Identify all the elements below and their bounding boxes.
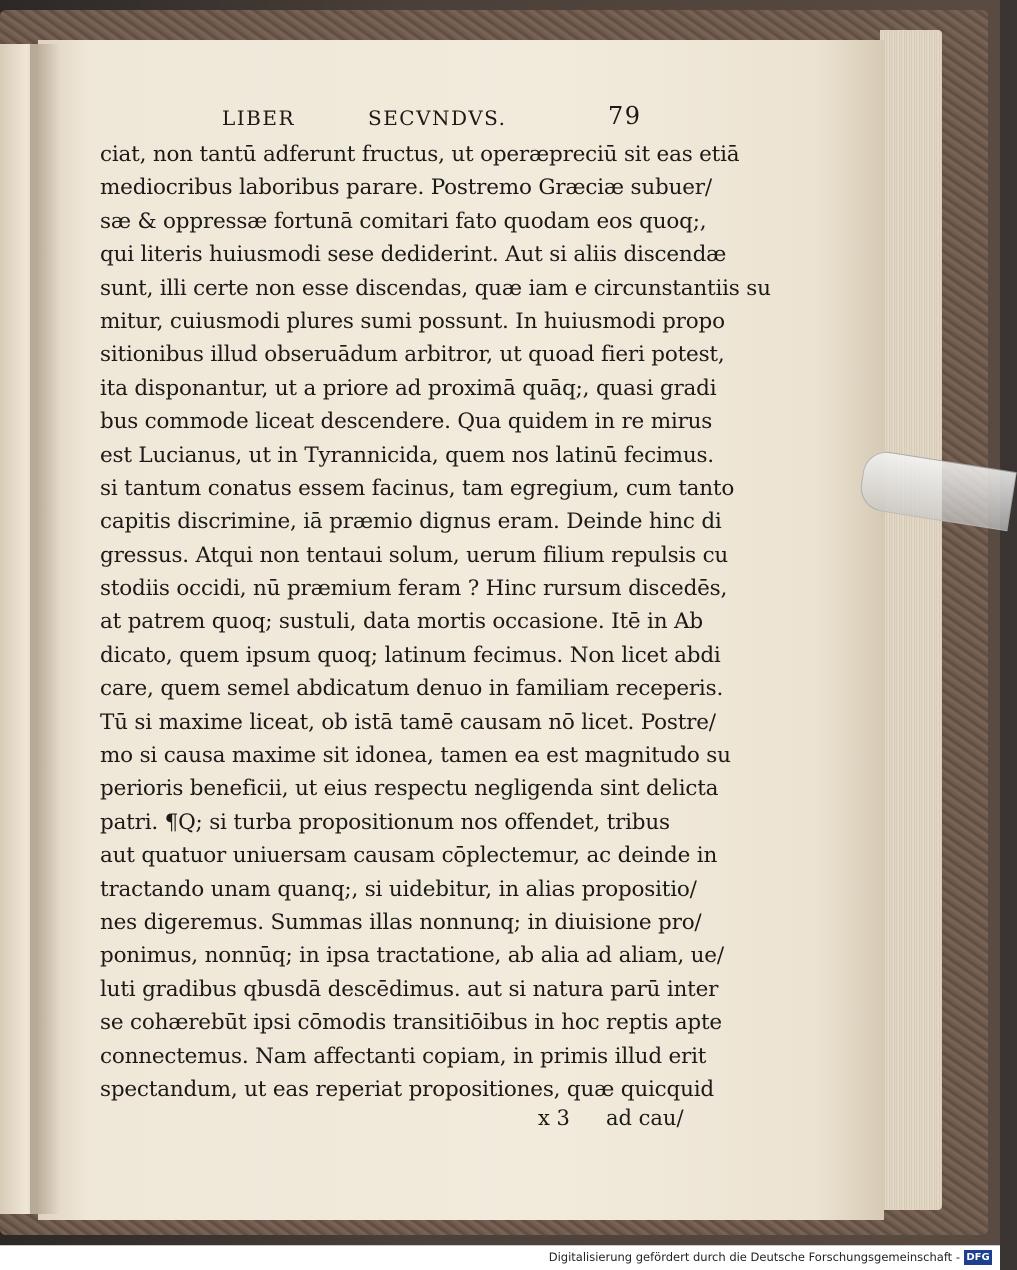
text-line: mitur, cuiusmodi plures sumi possunt. In huiusmodi propo: [100, 308, 725, 334]
running-head-left: LIBER: [222, 106, 296, 130]
text-line: sæ & oppressæ fortunā comitari fato quodam eos quoq;,: [100, 208, 707, 234]
text-line: dicato, quem ipsum quoq; latinum fecimus. Non licet abdi: [100, 642, 721, 668]
text-line: gressus. Atqui non tentaui solum, uerum filium repulsis cu: [100, 542, 729, 568]
text-line: qui literis huiusmodi sese dediderint. Aut si aliis discendæ: [100, 242, 727, 268]
text-line: nes digeremus. Summas illas nonnunq; in diuisione pro/: [100, 909, 702, 935]
text-line: stodiis occidi, nū præmium feram ? Hinc rursum discedēs,: [100, 576, 728, 602]
body-text: [100, 138, 771, 1106]
signature-line: [100, 1106, 692, 1136]
text-line: luti gradibus qbusdā descēdimus. aut si natura parū inter: [100, 976, 719, 1002]
text-line: aut quatuor uniuersam causam cōplectemur, ac deinde in: [100, 843, 718, 869]
page-fore-edge: [880, 30, 942, 1210]
text-line: capitis discrimine, iā præmio dignus eram. Deinde hinc di: [100, 509, 722, 535]
text-line: tractando unam quanq;, si uidebitur, in alias propositio/: [100, 876, 697, 902]
text-line: spectandum, ut eas reperiat propositiones, quæ quicquid: [100, 1076, 714, 1102]
text-line: ponimus, nonnūq; in ipsa tractatione, ab alia ad aliam, ue/: [100, 943, 724, 969]
text-line: sunt, illi certe non esse discendas, quæ iam e circunstantiis su: [100, 275, 771, 301]
footer-credit: Digitalisierung gefördert durch die Deutsche Forschungsgemeinschaft -: [548, 1250, 960, 1264]
text-line: ita disponantur, ut a priore ad proximā quāq;, quasi gradi: [100, 375, 717, 401]
dfg-logo: DFG: [964, 1250, 992, 1265]
page-text-block: [100, 102, 771, 1136]
signature-mark: x 3: [538, 1106, 570, 1131]
text-line: bus commode liceat descendere. Qua quidem in re mirus: [100, 409, 713, 435]
text-line: se cohærebūt ipsi cōmodis transitiōibus in hoc reptis apte: [100, 1010, 722, 1036]
running-head: [100, 102, 692, 138]
text-line: ciat, non tantū adferunt fructus, ut operæpreciū sit eas etiā: [100, 142, 740, 167]
text-line: patri. ¶Q; si turba propositionum nos offendet, tribus: [100, 809, 670, 835]
folio-number: 79: [608, 102, 642, 130]
footer-bar: [0, 1245, 1000, 1270]
text-line: mo si causa maxime sit idonea, tamen ea est magnitudo su: [100, 743, 731, 769]
text-line: at patrem quoq; sustuli, data mortis occasione. Itē in Ab: [100, 609, 703, 635]
running-head-center: SECVNDVS.: [368, 106, 507, 130]
catchword: ad cau/: [606, 1106, 684, 1131]
text-line: mediocribus laboribus parare. Postremo Græciæ subuer/: [100, 175, 712, 201]
text-line: sitionibus illud obseruādum arbitror, ut quoad fieri potest,: [100, 342, 725, 368]
spine-shadow: [30, 44, 60, 1214]
text-line: si tantum conatus essem facinus, tam egregium, cum tanto: [100, 475, 735, 501]
text-line: est Lucianus, ut in Tyrannicida, quem nos latinū fecimus.: [100, 442, 714, 468]
text-line: connectemus. Nam affectanti copiam, in primis illud erit: [100, 1043, 707, 1069]
text-line: care, quem semel abdicatum denuo in familiam receperis.: [100, 676, 724, 702]
text-line: Tū si maxime liceat, ob istā tamē causam nō licet. Postre/: [100, 709, 716, 735]
text-line: perioris beneficii, ut eius respectu negligenda sint delicta: [100, 776, 719, 802]
